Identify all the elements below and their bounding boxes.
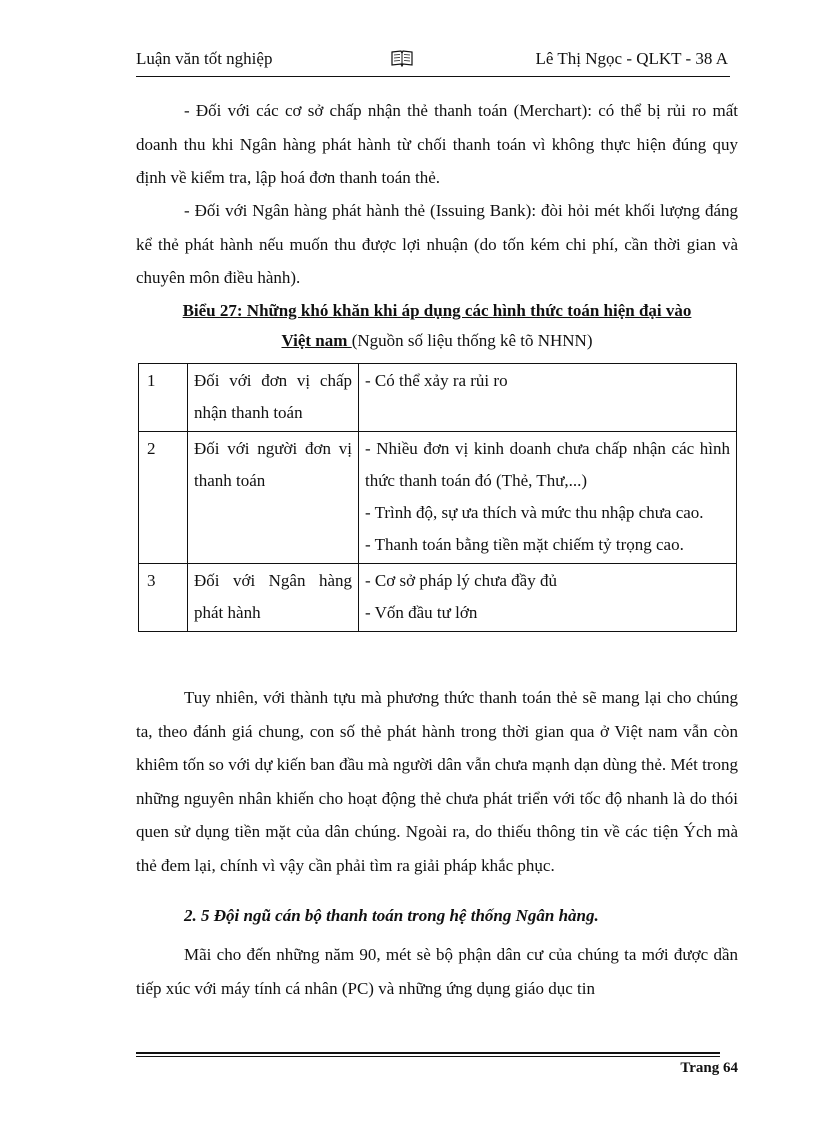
caption-source: (Nguồn số liệu thống kê tõ NHNN): [351, 331, 593, 350]
row-description: [359, 432, 737, 564]
paragraph-issuing-bank: - Đối với Ngân hàng phát hành thẻ (Issuing Bank): đòi hỏi mét khối lượng đáng kể thẻ phát hành nếu muốn thu được lợi nhuận (do tốn kém chi phí, cần thời gian và chuyên môn điều hành).: [136, 201, 738, 287]
row-number: 3: [139, 564, 188, 632]
row-item: - Vốn đầu tư lớn: [365, 603, 478, 622]
caption-title: Biểu 27: Những khó khăn khi áp dụng các hình thức toán hiện đại vào: [182, 301, 692, 320]
section-heading: 2. 5 Đội ngũ cán bộ thanh toán trong hệ thống Ngân hàng.: [184, 906, 599, 925]
footer-rule-thin: [136, 1056, 720, 1057]
footer-rule: [136, 1052, 720, 1054]
row-description: [359, 364, 737, 432]
row-description: [359, 564, 737, 632]
page-number: Trang 64: [680, 1060, 738, 1076]
row-item: - Cơ sở pháp lý chưa đầy đủ: [365, 571, 557, 590]
table-row: [139, 564, 737, 632]
header-thesis-label: Luận văn tốt nghiệp: [136, 49, 273, 68]
row-subject: Đối với đơn vị chấp nhận thanh toán: [188, 364, 359, 432]
row-item: - Nhiều đơn vị kinh doanh chưa chấp nhận các hình thức thanh toán đó (Thẻ, Thư,...): [365, 439, 730, 490]
row-item: - Thanh toán bằng tiền mặt chiếm tỷ trọng cao.: [365, 535, 684, 554]
paragraph-card-adoption: Tuy nhiên, với thành tựu mà phương thức thanh toán thẻ sẽ mang lại cho chúng ta, theo đánh giá chung, con số thẻ phát hành trong thời gian qua ở Việt nam vẫn còn khiêm tốn so với dự kiến ban đầu mà người dân vẫn chưa mạnh dạn dùng thẻ. Mét trong những nguyên nhân khiến cho hoạt động thẻ chưa phát triển với tốc độ nhanh là do thói quen sử dụng tiền mặt của dân chúng. Ngoài ra, do thiếu thông tin về các tiện Ých mà thẻ đem lại, chính vì vậy cần phải tìm ra giải pháp khắc phục.: [136, 688, 738, 875]
difficulties-table: [138, 363, 737, 632]
row-item: - Trình độ, sự ưa thích và mức thu nhập chưa cao.: [365, 503, 704, 522]
row-subject: Đối với người đơn vị thanh toán: [188, 432, 359, 564]
header-rule: [136, 76, 730, 77]
table-row: [139, 432, 737, 564]
header-author-label: Lê Thị Ngọc - QLKT - 38 A: [535, 49, 728, 68]
table-caption: [136, 296, 738, 356]
paragraph-staff-intro: Mãi cho đến những năm 90, mét sè bộ phận dân cư của chúng ta mới được dần tiếp xúc với máy tính cá nhân (PC) và những ứng dụng giáo dục tin: [136, 945, 738, 998]
book-icon: [391, 49, 413, 67]
caption-country: Việt nam: [281, 331, 352, 350]
page-header: [136, 47, 728, 73]
row-number: 2: [139, 432, 188, 564]
table-row: [139, 364, 737, 432]
paragraph-merchant-risk: - Đối với các cơ sở chấp nhận thẻ thanh toán (Merchart): có thể bị rủi ro mất doanh thu khi Ngân hàng phát hành từ chối thanh toán vì không thực hiện đúng quy định về kiểm tra, lập hoá đơn thanh toán thẻ.: [136, 101, 738, 187]
row-number: 1: [139, 364, 188, 432]
row-subject: Đối với Ngân hàng phát hành: [188, 564, 359, 632]
row-item: - Có thể xảy ra rủi ro: [365, 371, 508, 390]
